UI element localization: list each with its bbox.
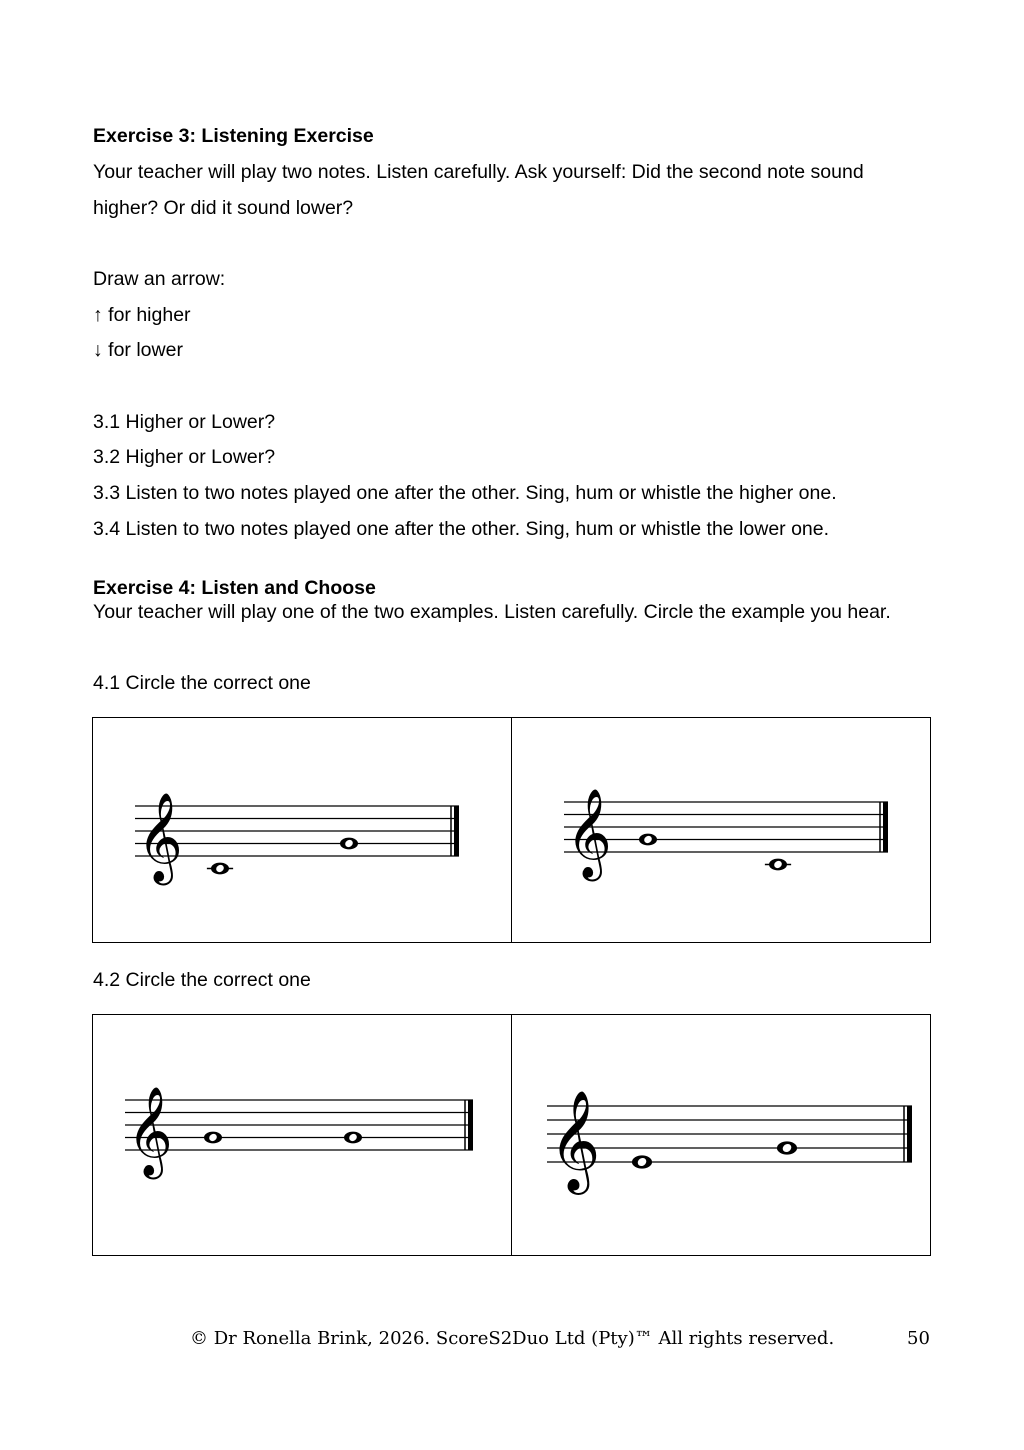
staff-4-2-a [93, 1015, 511, 1255]
example-4-2-a[interactable] [93, 1015, 511, 1255]
exercise3-title: Exercise 3: Listening Exercise [93, 125, 374, 147]
whole-note [632, 1155, 652, 1168]
whole-note [211, 863, 229, 875]
thick-barline [883, 802, 888, 852]
treble-clef-icon: 𝄞 [137, 791, 183, 882]
example-4-1-a[interactable] [93, 718, 511, 942]
whole-note [639, 834, 657, 846]
thick-barline [907, 1106, 912, 1162]
whole-note [340, 838, 358, 850]
lower-arrow-line: ↓ for lower [93, 339, 183, 361]
question-4-2-label: 4.2 Circle the correct one [93, 969, 311, 991]
copyright-footer: © Dr Ronella Brink, 2026. ScoreS2Duo Ltd (Pty)™ All rights reserved. [190, 1328, 835, 1349]
exercise4-intro: Your teacher will play one of the two examples. Listen carefully. Circle the example you hear. [93, 601, 891, 623]
whole-note [204, 1132, 222, 1144]
treble-clef-icon: 𝄞 [549, 1089, 601, 1191]
whole-note [777, 1141, 797, 1154]
exercise3-item-4: 3.4 Listen to two notes played one after the other. Sing, hum or whistle the lower one. [93, 518, 830, 540]
page-number: 50 [907, 1328, 930, 1349]
whole-note [344, 1132, 362, 1144]
exercise3-item-3: 3.3 Listen to two notes played one after the other. Sing, hum or whistle the higher one. [93, 482, 837, 504]
treble-clef-icon: 𝄞 [127, 1085, 173, 1176]
question-4-1-label: 4.1 Circle the correct one [93, 672, 311, 694]
exercise3-intro-line1: Your teacher will play two notes. Listen carefully. Ask yourself: Did the second note sound [93, 161, 864, 183]
example-4-2-b[interactable] [511, 1015, 930, 1255]
example-4-1-b[interactable] [511, 718, 930, 942]
staff-4-1-b [512, 718, 930, 942]
question-4-1-table [92, 717, 931, 943]
thick-barline [468, 1100, 473, 1150]
higher-arrow-line: ↑ for higher [93, 304, 191, 326]
exercise3-item-2: 3.2 Higher or Lower? [93, 446, 276, 468]
question-4-2-table [92, 1014, 931, 1256]
exercise3-intro-line2: higher? Or did it sound lower? [93, 197, 354, 219]
staff-4-2-b [512, 1015, 930, 1255]
treble-clef-icon: 𝄞 [566, 787, 612, 878]
staff-4-1-a [93, 718, 511, 942]
exercise3-item-1: 3.1 Higher or Lower? [93, 411, 276, 433]
whole-note [769, 859, 787, 871]
draw-prompt: Draw an arrow: [93, 268, 226, 290]
exercise4-title: Exercise 4: Listen and Choose [93, 577, 376, 599]
thick-barline [454, 806, 459, 856]
